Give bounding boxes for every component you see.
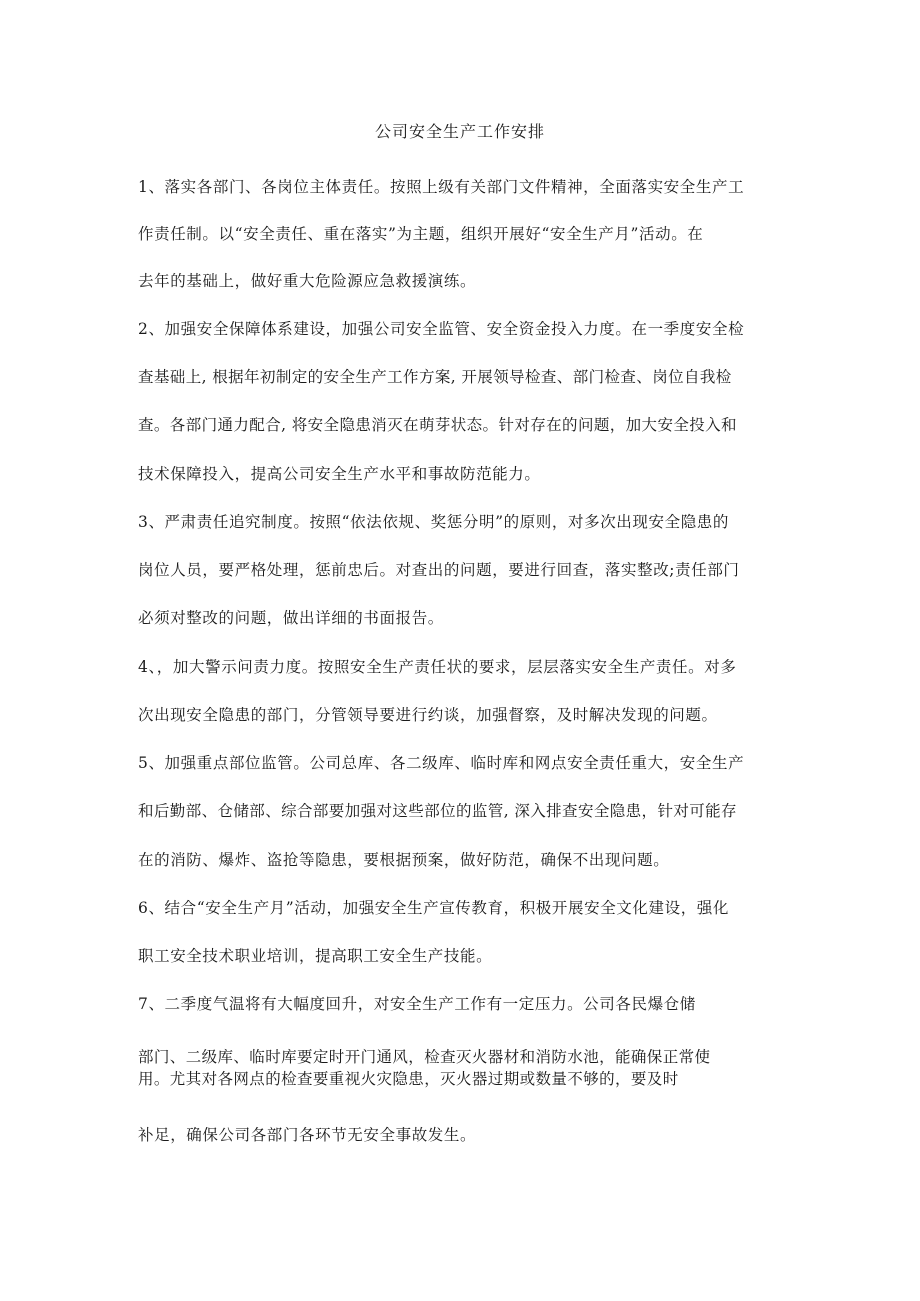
paragraph-6-line-2: 职工安全技术职业培训，提高职工安全生产技能。 [138,947,493,965]
paragraph-7-line-2: 部门、二级库、临时库要定时开门通风，检查灭火器材和消防水池，能确保正常使 [138,1048,711,1066]
paragraph-3-line-2: 岗位人员，要严格处理，惩前忠后。对查出的问题，要进行回查，落实整改;责任部门 [138,561,740,579]
paragraph-6-line-1: 6、结合“安全生产月”活动，加强安全生产宣传教育，积极开展安全文化建设，强化 [138,899,730,917]
paragraph-1-line-3: 去年的基础上，做好重大危险源应急救援演练。 [138,272,477,290]
document-title: 公司安全生产工作安排 [374,122,545,141]
paragraph-1-line-1: 1、落实各部门、各岗位主体责任。按照上级有关部门文件精神，全面落实安全生产工 [138,178,745,196]
paragraph-7-block [138,1046,778,1090]
paragraph-7-line-4: 补足，确保公司各部门各环节无安全事故发生。 [138,1126,477,1144]
paragraph-5-line-1: 5、加强重点部位监管。公司总库、各二级库、临时库和网点安全责任重大，安全生产 [138,754,745,772]
paragraph-4-line-2: 次出现安全隐患的部门，分管领导要进行约谈，加强督察，及时解决发现的问题。 [138,706,718,724]
paragraph-3-line-1: 3、严肃责任追究制度。按照“依法依规、奖惩分明”的原则，对多次出现安全隐患的 [138,513,730,531]
paragraph-2-line-4: 技术保障投入，提高公司安全生产水平和事故防范能力。 [138,465,541,483]
paragraph-4-line-1: 4、，加大警示问责力度。按照安全生产责任状的要求，层层落实安全生产责任。对多 [138,658,737,676]
paragraph-2-line-2: 查基础上, 根据年初制定的安全生产工作方案, 开展领导检查、部门检查、岗位自我检 [138,368,732,386]
paragraph-2-line-1: 2、加强安全保障体系建设，加强公司安全监管、安全资金投入力度。在一季度安全检 [138,320,745,338]
paragraph-3-line-3: 必须对整改的问题，做出详细的书面报告。 [138,609,444,627]
paragraph-7-line-1: 7、二季度气温将有大幅度回升，对安全生产工作有一定压力。公司各民爆仓储 [138,995,696,1013]
paragraph-1-line-2: 作责任制。以“安全责任、重在落实”为主题，组织开展好“安全生产月”活动。在 [138,225,704,243]
paragraph-7-line-3: 用。尤其对各网点的检查要重视火灾隐患，灭火器过期或数量不够的，要及时 [138,1070,679,1088]
paragraph-5-line-3: 在的消防、爆炸、盗抢等隐患，要根据预案，做好防范，确保不出现问题。 [138,851,670,869]
paragraph-5-line-2: 和后勤部、仓储部、综合部要加强对这些部位的监管, 深入排查安全隐患，针对可能存 [138,802,737,820]
paragraph-2-line-3: 查。各部门通力配合, 将安全隐患消灭在萌芽状态。针对存在的问题，加大安全投入和 [138,416,737,434]
